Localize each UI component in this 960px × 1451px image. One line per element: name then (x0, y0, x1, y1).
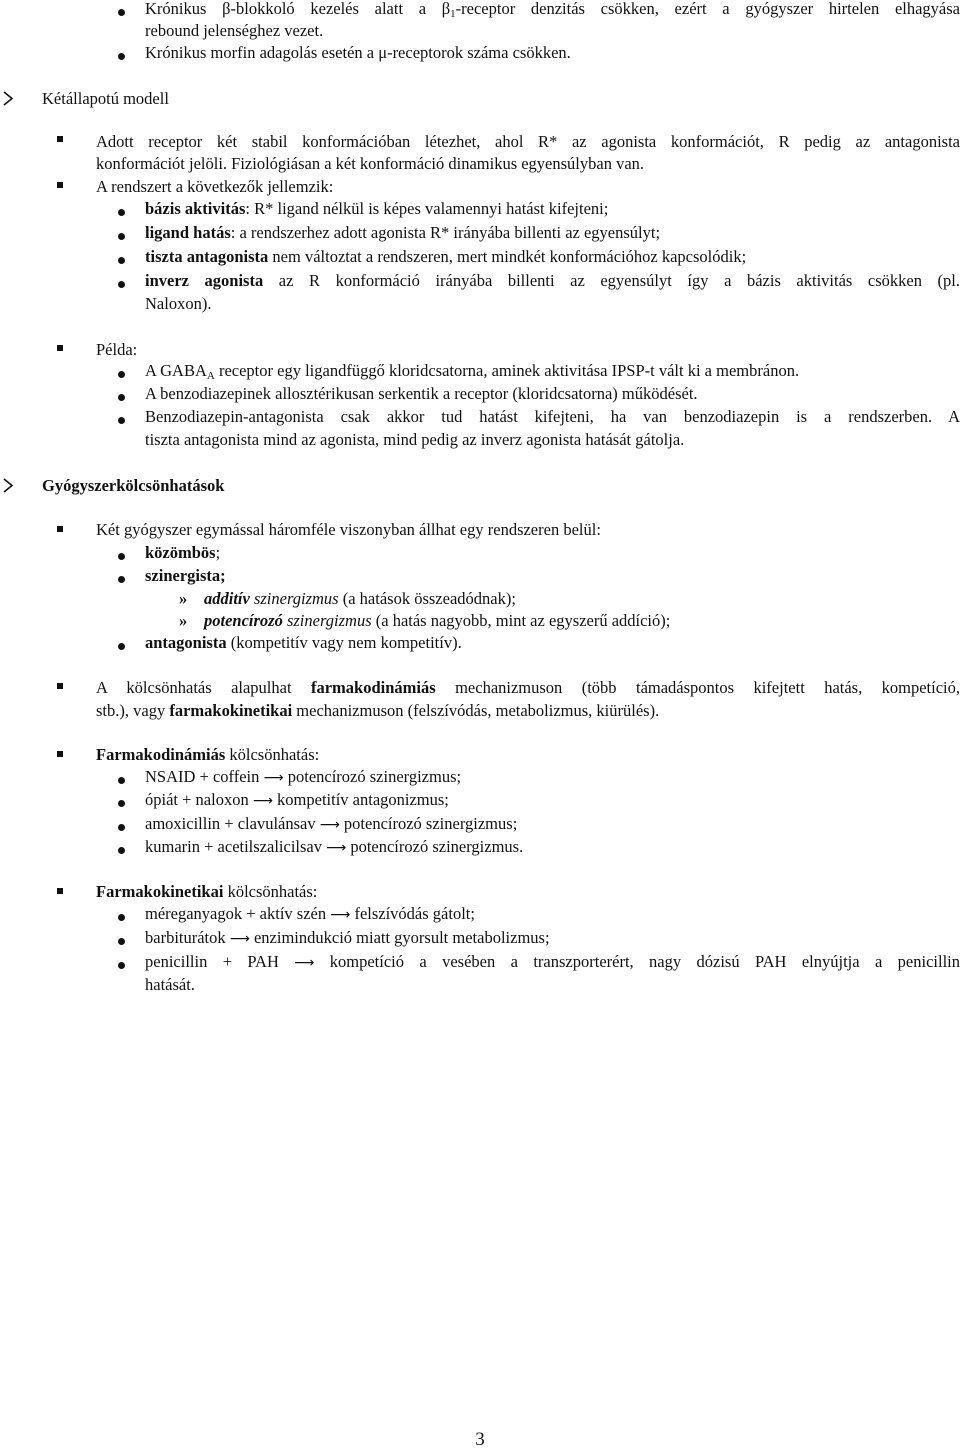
raquo-bullet-icon: » (179, 611, 188, 630)
bullet-dot (118, 824, 125, 831)
square-bullet-icon (57, 888, 63, 894)
list-item: bázis aktivitás: R* ligand nélkül is képes valamennyi hatást kifejteni; (145, 199, 609, 218)
square-bullet-icon (57, 345, 63, 351)
list-item: penicillin + PAH ⟶ kompetíció a vesében a transzporterért, nagy dózisú PAH elnyújtja a penicillin (145, 952, 960, 971)
list-item: A $GABA_A$ receptor egy ligandfüggő kloridcsatorna, aminek aktivitása IPSP-t vált ki a membránon. (145, 361, 800, 382)
list-item: NSAID + coffein ⟶ potencírozó szinergizmus; (145, 767, 462, 786)
bullet-dot (118, 962, 125, 969)
bullet-dot (118, 777, 125, 784)
chevron-right-icon (3, 478, 14, 493)
list-item: Naloxon). (145, 294, 212, 313)
bullet-dot (118, 394, 125, 401)
bullet-dot (118, 281, 125, 288)
paragraph-line: Két gyógyszer egymással háromféle viszonyban állhat egy rendszeren belül: (96, 520, 601, 539)
list-item: kumarin + acetilszalicilsav ⟶ potencírozó szinergizmus. (145, 837, 524, 856)
arrow-icon: ⟶ (330, 907, 351, 923)
page-number: 3 (475, 1429, 485, 1450)
bullet-dot (118, 417, 125, 424)
square-bullet-icon (57, 683, 63, 689)
arrow-icon: ⟶ (326, 840, 347, 856)
bullet-dot (118, 553, 125, 560)
section-heading: Kétállapotú modell (42, 89, 169, 108)
square-bullet-icon (57, 526, 63, 532)
list-item: barbiturátok ⟶ enzimindukció miatt gyorsult metabolizmus; (145, 928, 550, 947)
paragraph-line: stb.), vagy farmakokinetikai mechanizmuson (felszívódás, metabolizmus, kiürülés). (96, 701, 660, 720)
list-item: antagonista (kompetitív vagy nem kompetitív). (145, 633, 462, 652)
raquo-bullet-icon: » (179, 589, 188, 608)
paragraph-line: rebound jelenséghez vezet. (145, 21, 324, 40)
arrow-icon: ⟶ (229, 931, 250, 947)
bullet-dot (118, 53, 125, 60)
bullet-dot (118, 233, 125, 240)
paragraph-line: konformációt jelöli. Fiziológiásan a két konformáció dinamikus egyensúlyban van. (96, 154, 645, 173)
bullet-dot (118, 209, 125, 216)
list-item: potencírozó szinergizmus (a hatás nagyobb, mint az egyszerű addíció); (204, 611, 671, 630)
list-item: ópiát + naloxon ⟶ kompetitív antagonizmus; (145, 790, 449, 809)
bullet-dot (118, 9, 125, 16)
bullet-dot (118, 257, 125, 264)
paragraph-line: Példa: (96, 340, 138, 359)
paragraph-line: Adott receptor két stabil konformációban létezhet, ahol R* az agonista konformációt, R pedig az antagonista (96, 132, 960, 151)
bullet-dot (118, 576, 125, 583)
square-bullet-icon (57, 136, 63, 142)
paragraph-line: Farmakokinetikai kölcsönhatás: (96, 882, 318, 901)
bullet-dot (118, 914, 125, 921)
list-item: hatását. (145, 975, 195, 994)
list-item: ligand hatás: a rendszerhez adott agonista R* irányába billenti az egyensúlyt; (145, 223, 661, 242)
list-item: Benzodiazepin-antagonista csak akkor tud hatást kifejteni, ha van benzodiazepin is a rendszerben. A (145, 407, 960, 426)
bullet-dot (118, 847, 125, 854)
list-item: méreganyagok + aktív szén ⟶ felszívódás gátolt; (145, 904, 475, 923)
paragraph-line: Krónikus morfin adagolás esetén a μ-receptorok száma csökken. (145, 43, 571, 62)
arrow-icon: ⟶ (252, 793, 273, 809)
bullet-dot (118, 371, 125, 378)
arrow-icon: ⟶ (294, 955, 315, 971)
paragraph-line: A kölcsönhatás alapulhat farmakodinámiás mechanizmuson (több támadáspontos kifejtett hatás, kompetíció, (96, 678, 960, 697)
bullet-dot (118, 643, 125, 650)
bullet-dot (118, 800, 125, 807)
list-item: amoxicillin + clavulánsav ⟶ potencírozó szinergizmus; (145, 814, 518, 833)
section-heading: Gyógyszerkölcsönhatások (42, 476, 225, 495)
square-bullet-icon (57, 182, 63, 188)
list-item: tiszta antagonista nem változtat a rendszeren, mert mindkét konformációhoz kapcsolódik; (145, 247, 747, 266)
arrow-icon: ⟶ (263, 770, 284, 786)
bullet-dot (118, 938, 125, 945)
paragraph-line: A rendszert a következők jellemzik: (96, 177, 334, 196)
arrow-icon: ⟶ (319, 817, 340, 833)
paragraph-line: Krónikus β-blokkoló kezelés alatt a $\beta_1$-receptor denzitás csökken, ezért a gyógyszer hirtelen elhagyása (145, 0, 960, 20)
list-item: A benzodiazepinek allosztérikusan serkentik a receptor (kloridcsatorna) működését. (145, 384, 698, 403)
square-bullet-icon (57, 751, 63, 757)
list-item: szinergista; (145, 566, 226, 585)
paragraph-line: Farmakodinámiás kölcsönhatás: (96, 745, 320, 764)
list-item: tiszta antagonista mind az agonista, mind pedig az inverz agonista hatását gátolja. (145, 430, 685, 449)
list-item: közömbös; (145, 543, 221, 562)
chevron-right-icon (3, 91, 14, 106)
list-item: inverz agonista az R konformáció irányába billenti az egyensúlyt így a bázis aktivitás csökken (pl. (145, 271, 960, 290)
list-item: additív szinergizmus (a hatások összeadódnak); (204, 589, 516, 608)
